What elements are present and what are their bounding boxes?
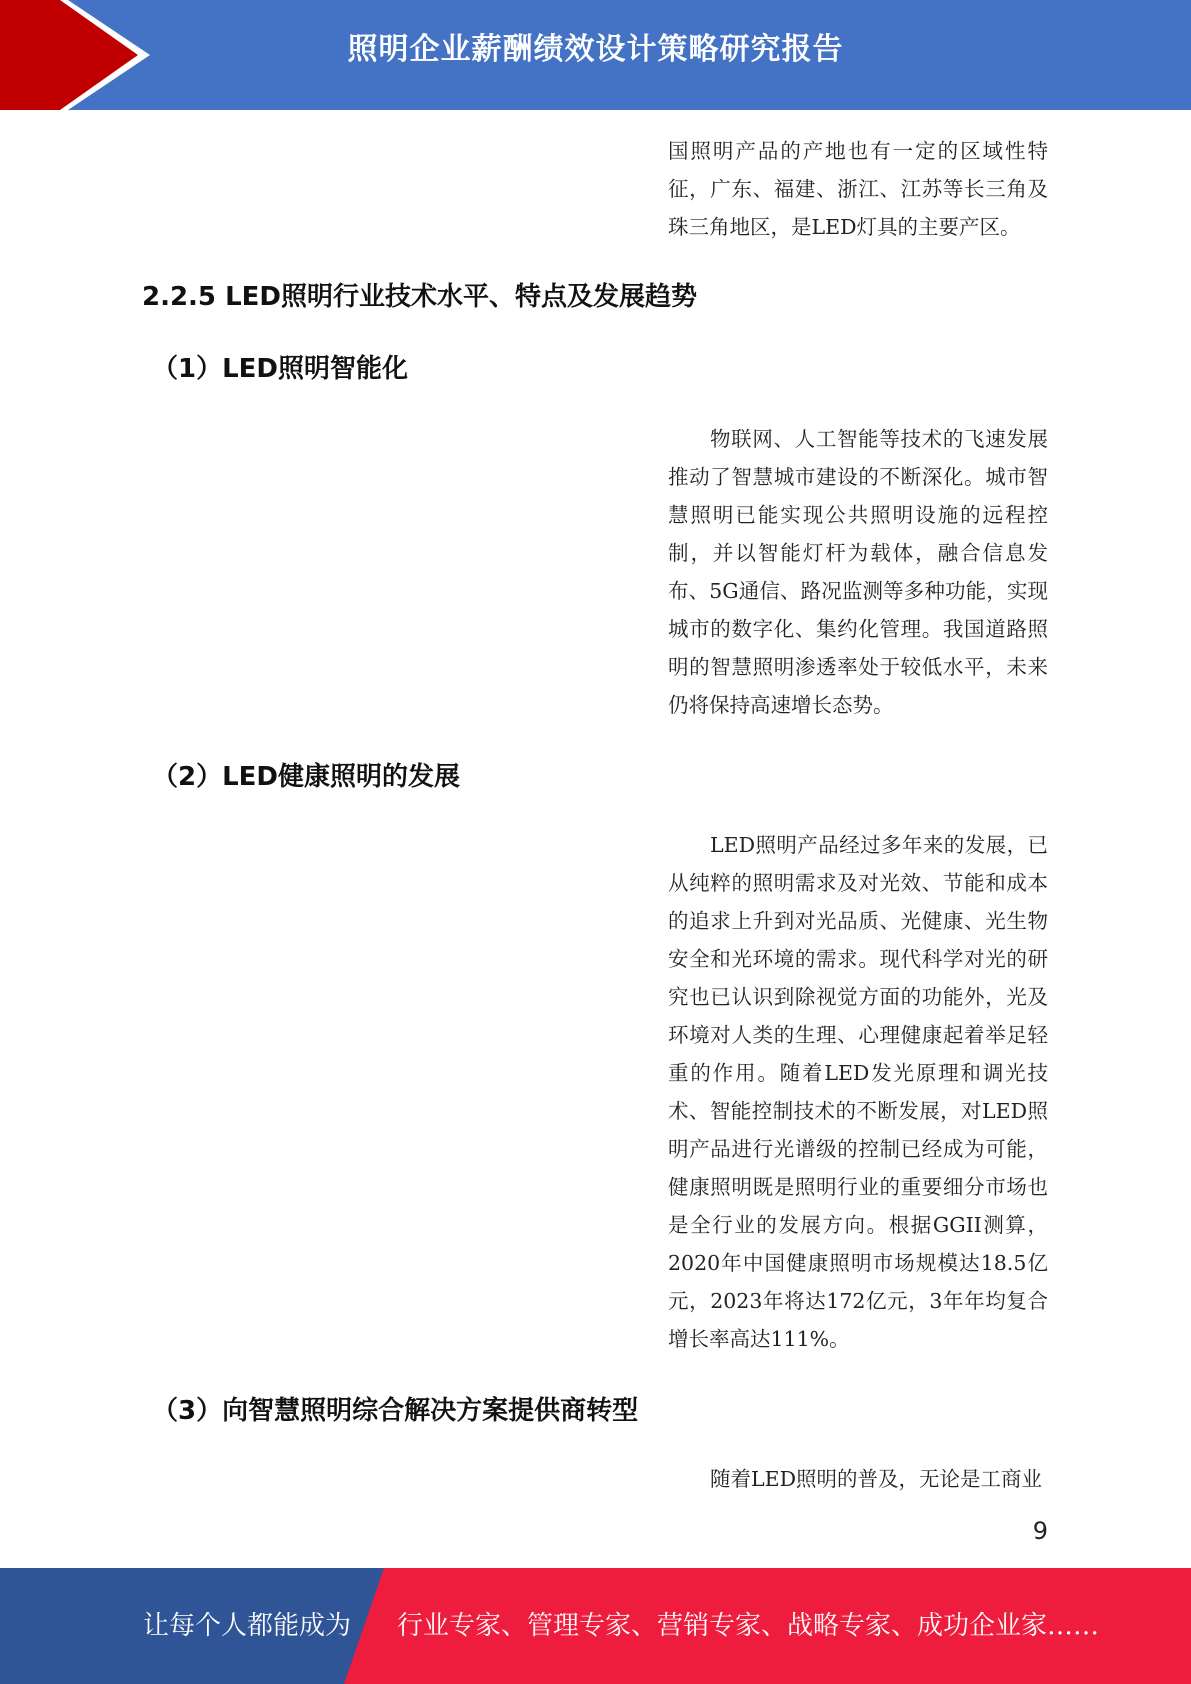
subsection-paragraph-1: 物联网、人工智能等技术的飞速发展推动了智慧城市建设的不断深化。城市智慧照明已能实现公共照明设施的远程控制，并以智能灯杆为载体，融合信息发布、5G通信、路况监测等多种功能，实现城市的数字化、集约化管理。我国道路照明的智慧照明渗透率处于较低水平，未来仍将保持高速增长态势。	[668, 427, 1048, 717]
page-number: 9	[1032, 1517, 1048, 1545]
subsection-heading-2: （2）LED健康照明的发展	[152, 762, 461, 792]
subsection-heading-1: （1）LED照明智能化	[152, 354, 409, 384]
footer-slogan-left: 让每个人都能成为	[143, 1611, 352, 1641]
section-heading: 2.2.5 LED照明行业技术水平、特点及发展趋势	[142, 282, 697, 312]
report-title: 照明企业薪酬绩效设计策略研究报告	[347, 32, 844, 67]
subsection-paragraph-3: 随着LED照明的普及，无论是工商业	[710, 1467, 1043, 1491]
page-footer	[0, 1568, 1191, 1684]
intro-paragraph: 国照明产品的产地也有一定的区域性特征，广东、福建、浙江、江苏等长三角及珠三角地区，是LED灯具的主要产区。	[668, 139, 1048, 239]
page-header	[0, 0, 1191, 110]
subsection-paragraph-2: LED照明产品经过多年来的发展，已从纯粹的照明需求及对光效、节能和成本的追求上升到对光品质、光健康、光生物安全和光环境的需求。现代科学对光的研究也已认识到除视觉方面的功能外，光及环境对人类的生理、心理健康起着举足轻重的作用。随着LED发光原理和调光技术、智能控制技术的不断发展，对LED照明产品进行光谱级的控制已经成为可能，健康照明既是照明行业的重要细分市场也是全行业的发展方向。根据GGII测算，2020年中国健康照明市场规模达18.5亿元，2023年将达172亿元，3年年均复合增长率高达111%。	[668, 833, 1048, 1351]
footer-slogan-right: 行业专家、管理专家、营销专家、战略专家、成功企业家……	[397, 1611, 1100, 1641]
subsection-heading-3: （3）向智慧照明综合解决方案提供商转型	[152, 1396, 639, 1426]
